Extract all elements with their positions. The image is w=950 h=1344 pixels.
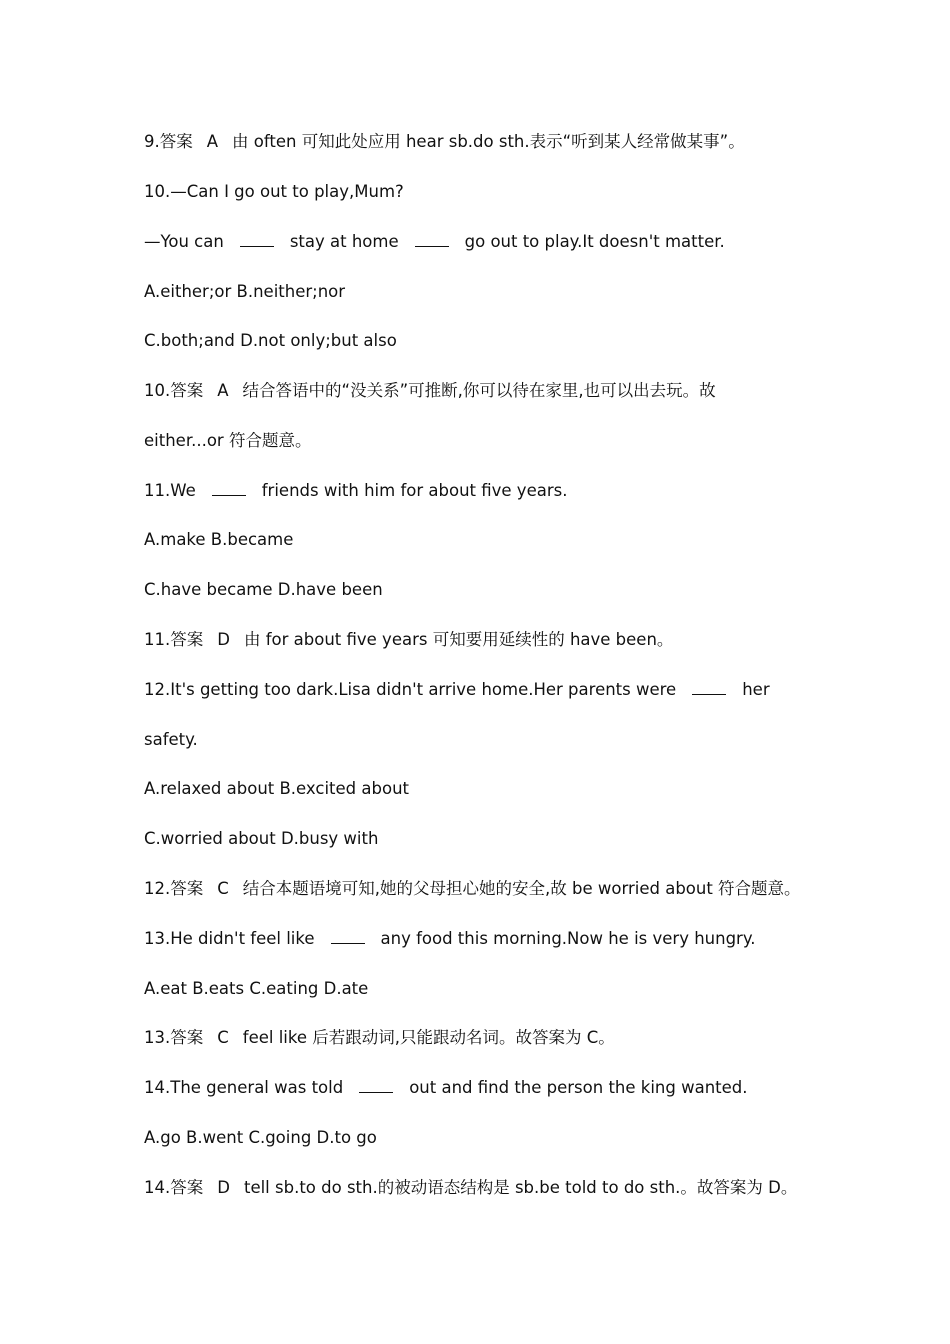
answer-9 — [144, 131, 745, 153]
question-text: 12.It's getting too dark.Lisa didn't arrive home.Her parents were — [144, 680, 677, 699]
answer-explanation: feel like 后若跟动词,只能跟动名词。故答案为 C。 — [242, 1028, 615, 1047]
answer-letter: D — [217, 1178, 230, 1197]
question-text: friends with him for about five years. — [261, 481, 568, 500]
question-12 — [144, 679, 770, 701]
question-text: 11.We — [144, 481, 196, 500]
answer-number: 11.答案 — [144, 630, 204, 649]
answer-explanation: 由 for about five years 可知要用延续性的 have been。 — [243, 630, 674, 649]
answer-letter: A — [206, 132, 219, 151]
question-text: 13.He didn't feel like — [144, 929, 315, 948]
answer-number: 10.答案 — [144, 381, 204, 400]
answer-blank — [415, 245, 449, 247]
answer-letter: C — [217, 879, 229, 898]
answer-blank — [212, 494, 246, 496]
answer-blank — [331, 942, 365, 944]
question-12-options-2: C.worried about D.busy with — [144, 829, 379, 848]
question-12-options-1: A.relaxed about B.excited about — [144, 779, 409, 798]
question-11 — [144, 480, 567, 502]
answer-13 — [144, 1027, 615, 1049]
answer-letter: D — [217, 630, 230, 649]
answer-blank — [240, 245, 274, 247]
question-10-line2 — [144, 231, 725, 253]
answer-12 — [144, 878, 801, 900]
question-14-options: A.go B.went C.going D.to go — [144, 1128, 377, 1147]
question-text: out and find the person the king wanted. — [409, 1078, 748, 1097]
question-text: stay at home — [289, 232, 399, 251]
answer-explanation: 由 often 可知此处应用 hear sb.do sth.表示“听到某人经常做某事”。 — [232, 132, 745, 151]
question-text: 14.The general was told — [144, 1078, 344, 1097]
answer-explanation: tell sb.to do sth.的被动语态结构是 sb.be told to do sth.。故答案为 D。 — [243, 1178, 798, 1197]
question-14 — [144, 1077, 748, 1099]
question-text: go out to play.It doesn't matter. — [464, 232, 725, 251]
answer-letter: C — [217, 1028, 229, 1047]
answer-number: 13.答案 — [144, 1028, 204, 1047]
question-13 — [144, 928, 756, 950]
question-13-options: A.eat B.eats C.eating D.ate — [144, 979, 369, 998]
question-text: —You can — [144, 232, 224, 251]
question-text: any food this morning.Now he is very hungry. — [380, 929, 756, 948]
answer-10 — [144, 380, 716, 402]
answer-letter: A — [217, 381, 229, 400]
answer-10-continued: either...or 符合题意。 — [144, 431, 312, 450]
question-10: 10.—Can I go out to play,Mum? — [144, 182, 404, 201]
answer-number: 14.答案 — [144, 1178, 204, 1197]
answer-14 — [144, 1177, 797, 1199]
question-10-options-1: A.either;or B.neither;nor — [144, 282, 346, 301]
answer-blank — [692, 693, 726, 695]
answer-blank — [359, 1091, 393, 1093]
question-text: her — [742, 680, 770, 699]
question-10-options-2: C.both;and D.not only;but also — [144, 331, 397, 350]
answer-number: 9.答案 — [144, 132, 193, 151]
question-11-options-1: A.make B.became — [144, 530, 294, 549]
question-12-continued: safety. — [144, 730, 198, 749]
answer-11 — [144, 629, 673, 651]
answer-explanation: 结合本题语境可知,她的父母担心她的安全,故 be worried about 符合题意。 — [242, 879, 801, 898]
question-11-options-2: C.have became D.have been — [144, 580, 383, 599]
answer-explanation: 结合答语中的“没关系”可推断,你可以待在家里,也可以出去玩。故 — [242, 381, 716, 400]
answer-number: 12.答案 — [144, 879, 204, 898]
